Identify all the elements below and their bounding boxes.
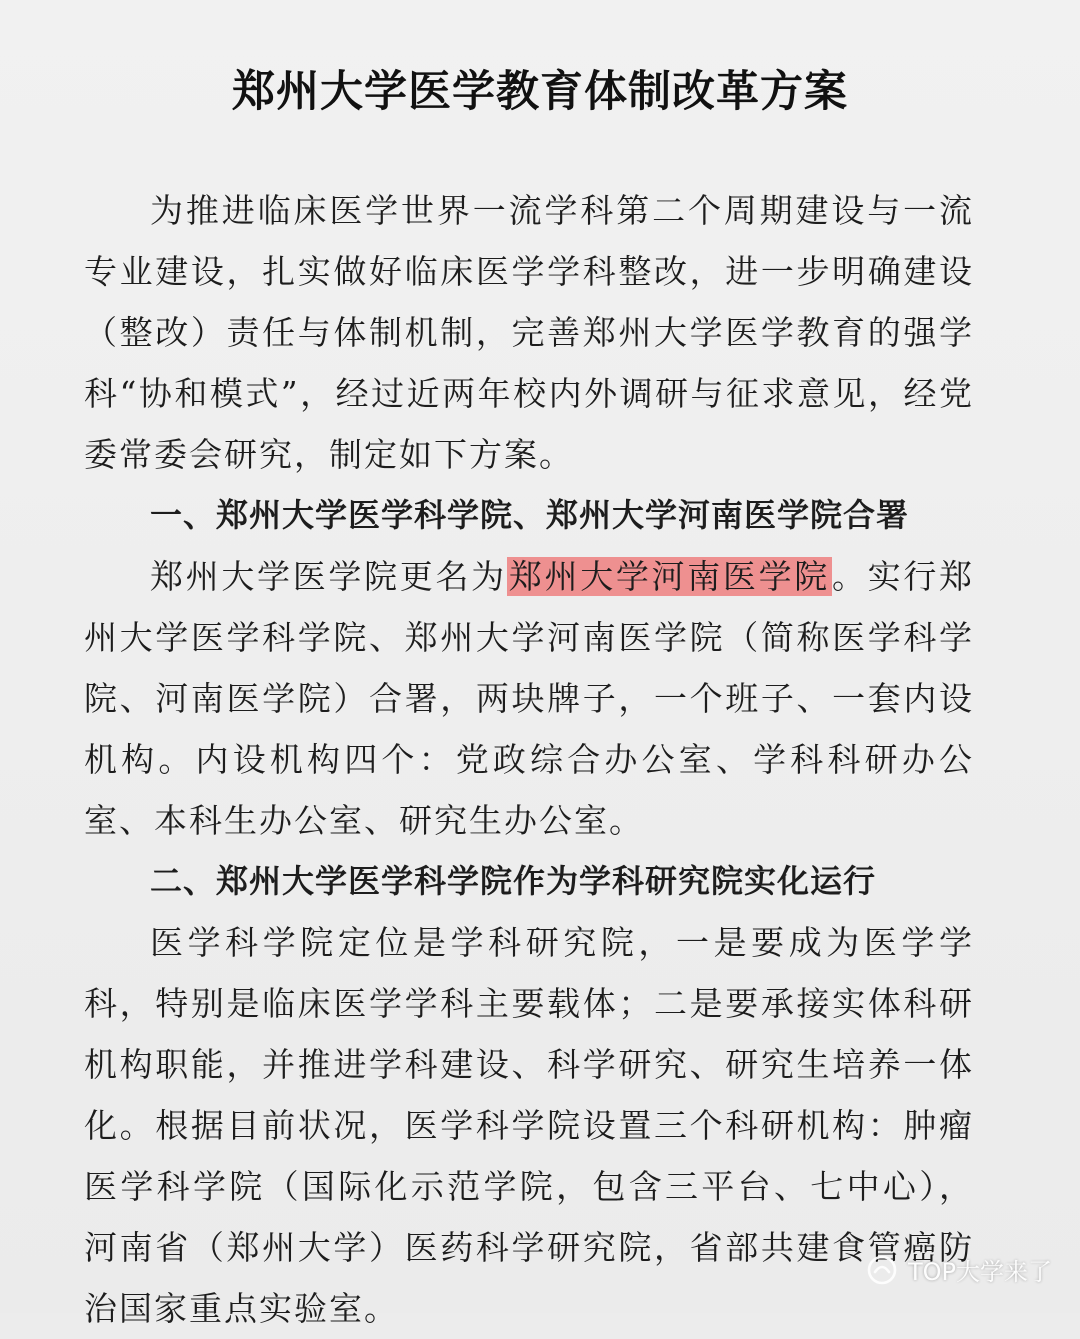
section-1-paragraph bbox=[84, 546, 974, 851]
document-body bbox=[84, 180, 974, 1339]
watermark bbox=[866, 1252, 1052, 1287]
section-2-paragraph: 医学科学院定位是学科研究院，一是要成为医学学科，特别是临床医学学科主要载体；二是要承接实体科研机构职能，并推进学科建设、科学研究、研究生培养一体化。根据目前状况，医学科学院设置三个科研机构：肿瘤医学科学院（国际化示范学院，包含三平台、七中心），河南省（郑州大学）医药科学研究院，省部共建食管癌防治国家重点实验室。 bbox=[84, 923, 974, 1328]
section-1-heading: 一、郑州大学医学科学院、郑州大学河南医学院合署 bbox=[150, 496, 910, 534]
section-1-text-after: 。实行郑州大学医学科学院、郑州大学河南医学院（简称医学科学院、河南医学院）合署，两块牌子，一个班子、一套内设机构。内设机构四个：党政综合办公室、学科科研办公室、本科生办公室、研究生办公室。 bbox=[84, 557, 975, 840]
wechat-channel-icon bbox=[866, 1254, 898, 1286]
watermark-text: TOP大学来了 bbox=[907, 1258, 1052, 1286]
document-title: 郑州大学医学教育体制改革方案 bbox=[232, 67, 848, 117]
intro-paragraph: 为推进临床医学世界一流学科第二个周期建设与一流专业建设，扎实做好临床医学学科整改，进一步明确建设（整改）责任与体制机制，完善郑州大学医学教育的强学科“协和模式”，经过近两年校内外调研与征求意见，经党委常委会研究，制定如下方案。 bbox=[84, 191, 974, 474]
section-2-heading: 二、郑州大学医学科学院作为学科研究院实化运行 bbox=[150, 862, 877, 900]
section-1-text-before: 郑州大学医学院更名为 bbox=[150, 557, 507, 596]
highlighted-college-name: 郑州大学河南医学院 bbox=[508, 557, 830, 596]
